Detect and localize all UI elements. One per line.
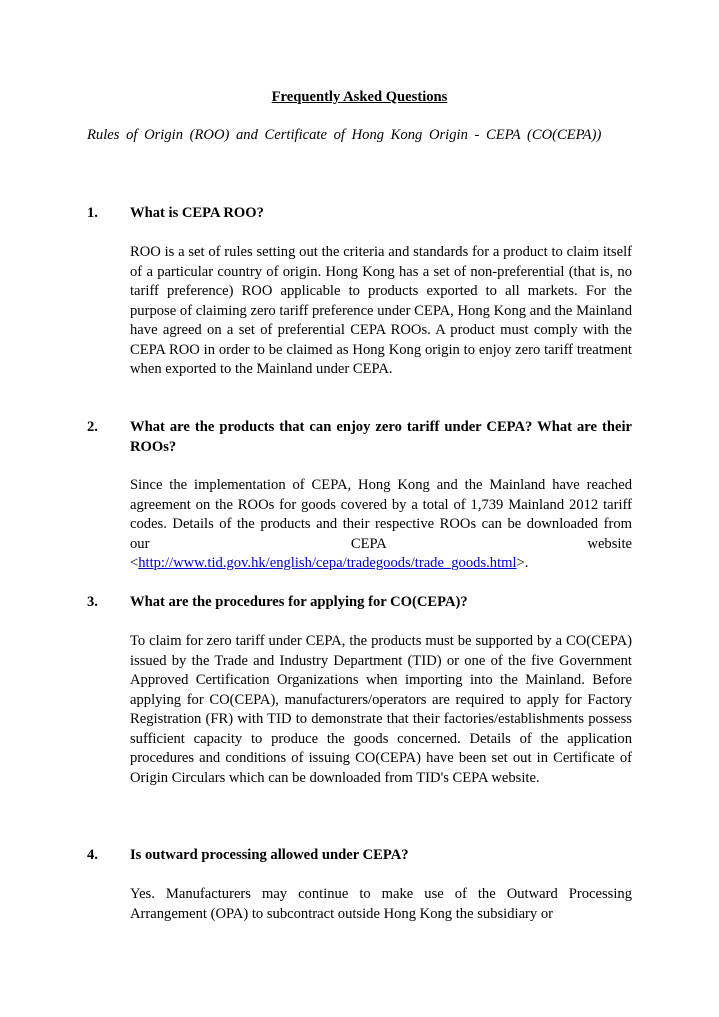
faq-question: Is outward processing allowed under CEPA? [130,847,409,863]
document-subtitle: Rules of Origin (ROO) and Certificate of Hong Kong Origin - CEPA (CO(CEPA)) [87,127,602,143]
faq-answer: ROO is a set of rules setting out the criteria and standards for a product to claim itself of a particular country of origin. Hong Kong has a set of non-preferential (that is, no tariff preference) ROO applicable to products exported to all markets. For the purpose of claiming zero tariff preference under CEPA, Hong Kong and the Mainland have agreed on a set of preferential CEPA ROOs. A product must comply with the CEPA ROO in order to be claimed as Hong Kong origin to enjoy zero tariff treatment when exported to the Mainland under CEPA. [130,244,632,377]
faq-answer: To claim for zero tariff under CEPA, the products must be supported by a CO(CEPA) issued by the Trade and Industry Department (TID) or one of the five Government Approved Certification Organizations when importing into the Mainland. Before applying for CO(CEPA), manufacturers/operators are required to apply for Factory Registration (FR) with TID to demonstrate that their factories/establishments possess sufficient capacity to produce the goods concerned. Details of the application procedures and conditions of issuing CO(CEPA) have been set out in Certificate of Origin Circulars which can be downloaded from TID's CEPA website. [130,633,632,786]
faq-question: What are the procedures for applying for CO(CEPA)? [130,594,468,610]
faq-number: 1. [87,205,98,221]
faq-number: 4. [87,847,98,863]
answer-text-end: >. [516,555,529,571]
faq-question: What is CEPA ROO? [130,205,264,221]
cepa-website-link[interactable]: http://www.tid.gov.hk/english/cepa/tradegoods/trade_goods.html [138,555,517,571]
faq-answer: Yes. Manufacturers may continue to make use of the Outward Processing Arrangement (OPA) to subcontract outside Hong Kong the subsidiary or [130,886,632,922]
faq-answer [130,476,632,574]
faq-number: 3. [87,594,98,610]
faq-number: 2. [87,419,98,435]
faq-question: What are the products that can enjoy zero tariff under CEPA? What are their ROOs? [130,419,632,455]
page-title: Frequently Asked Questions [271,89,448,105]
answer-text: Since the implementation of CEPA, Hong Kong and the Mainland have reached agreement on the ROOs for goods covered by a total of 1,739 Mainland 2012 tariff codes. Details of the products and their respective ROOs can be downloaded from our CEPA website < [130,477,632,571]
